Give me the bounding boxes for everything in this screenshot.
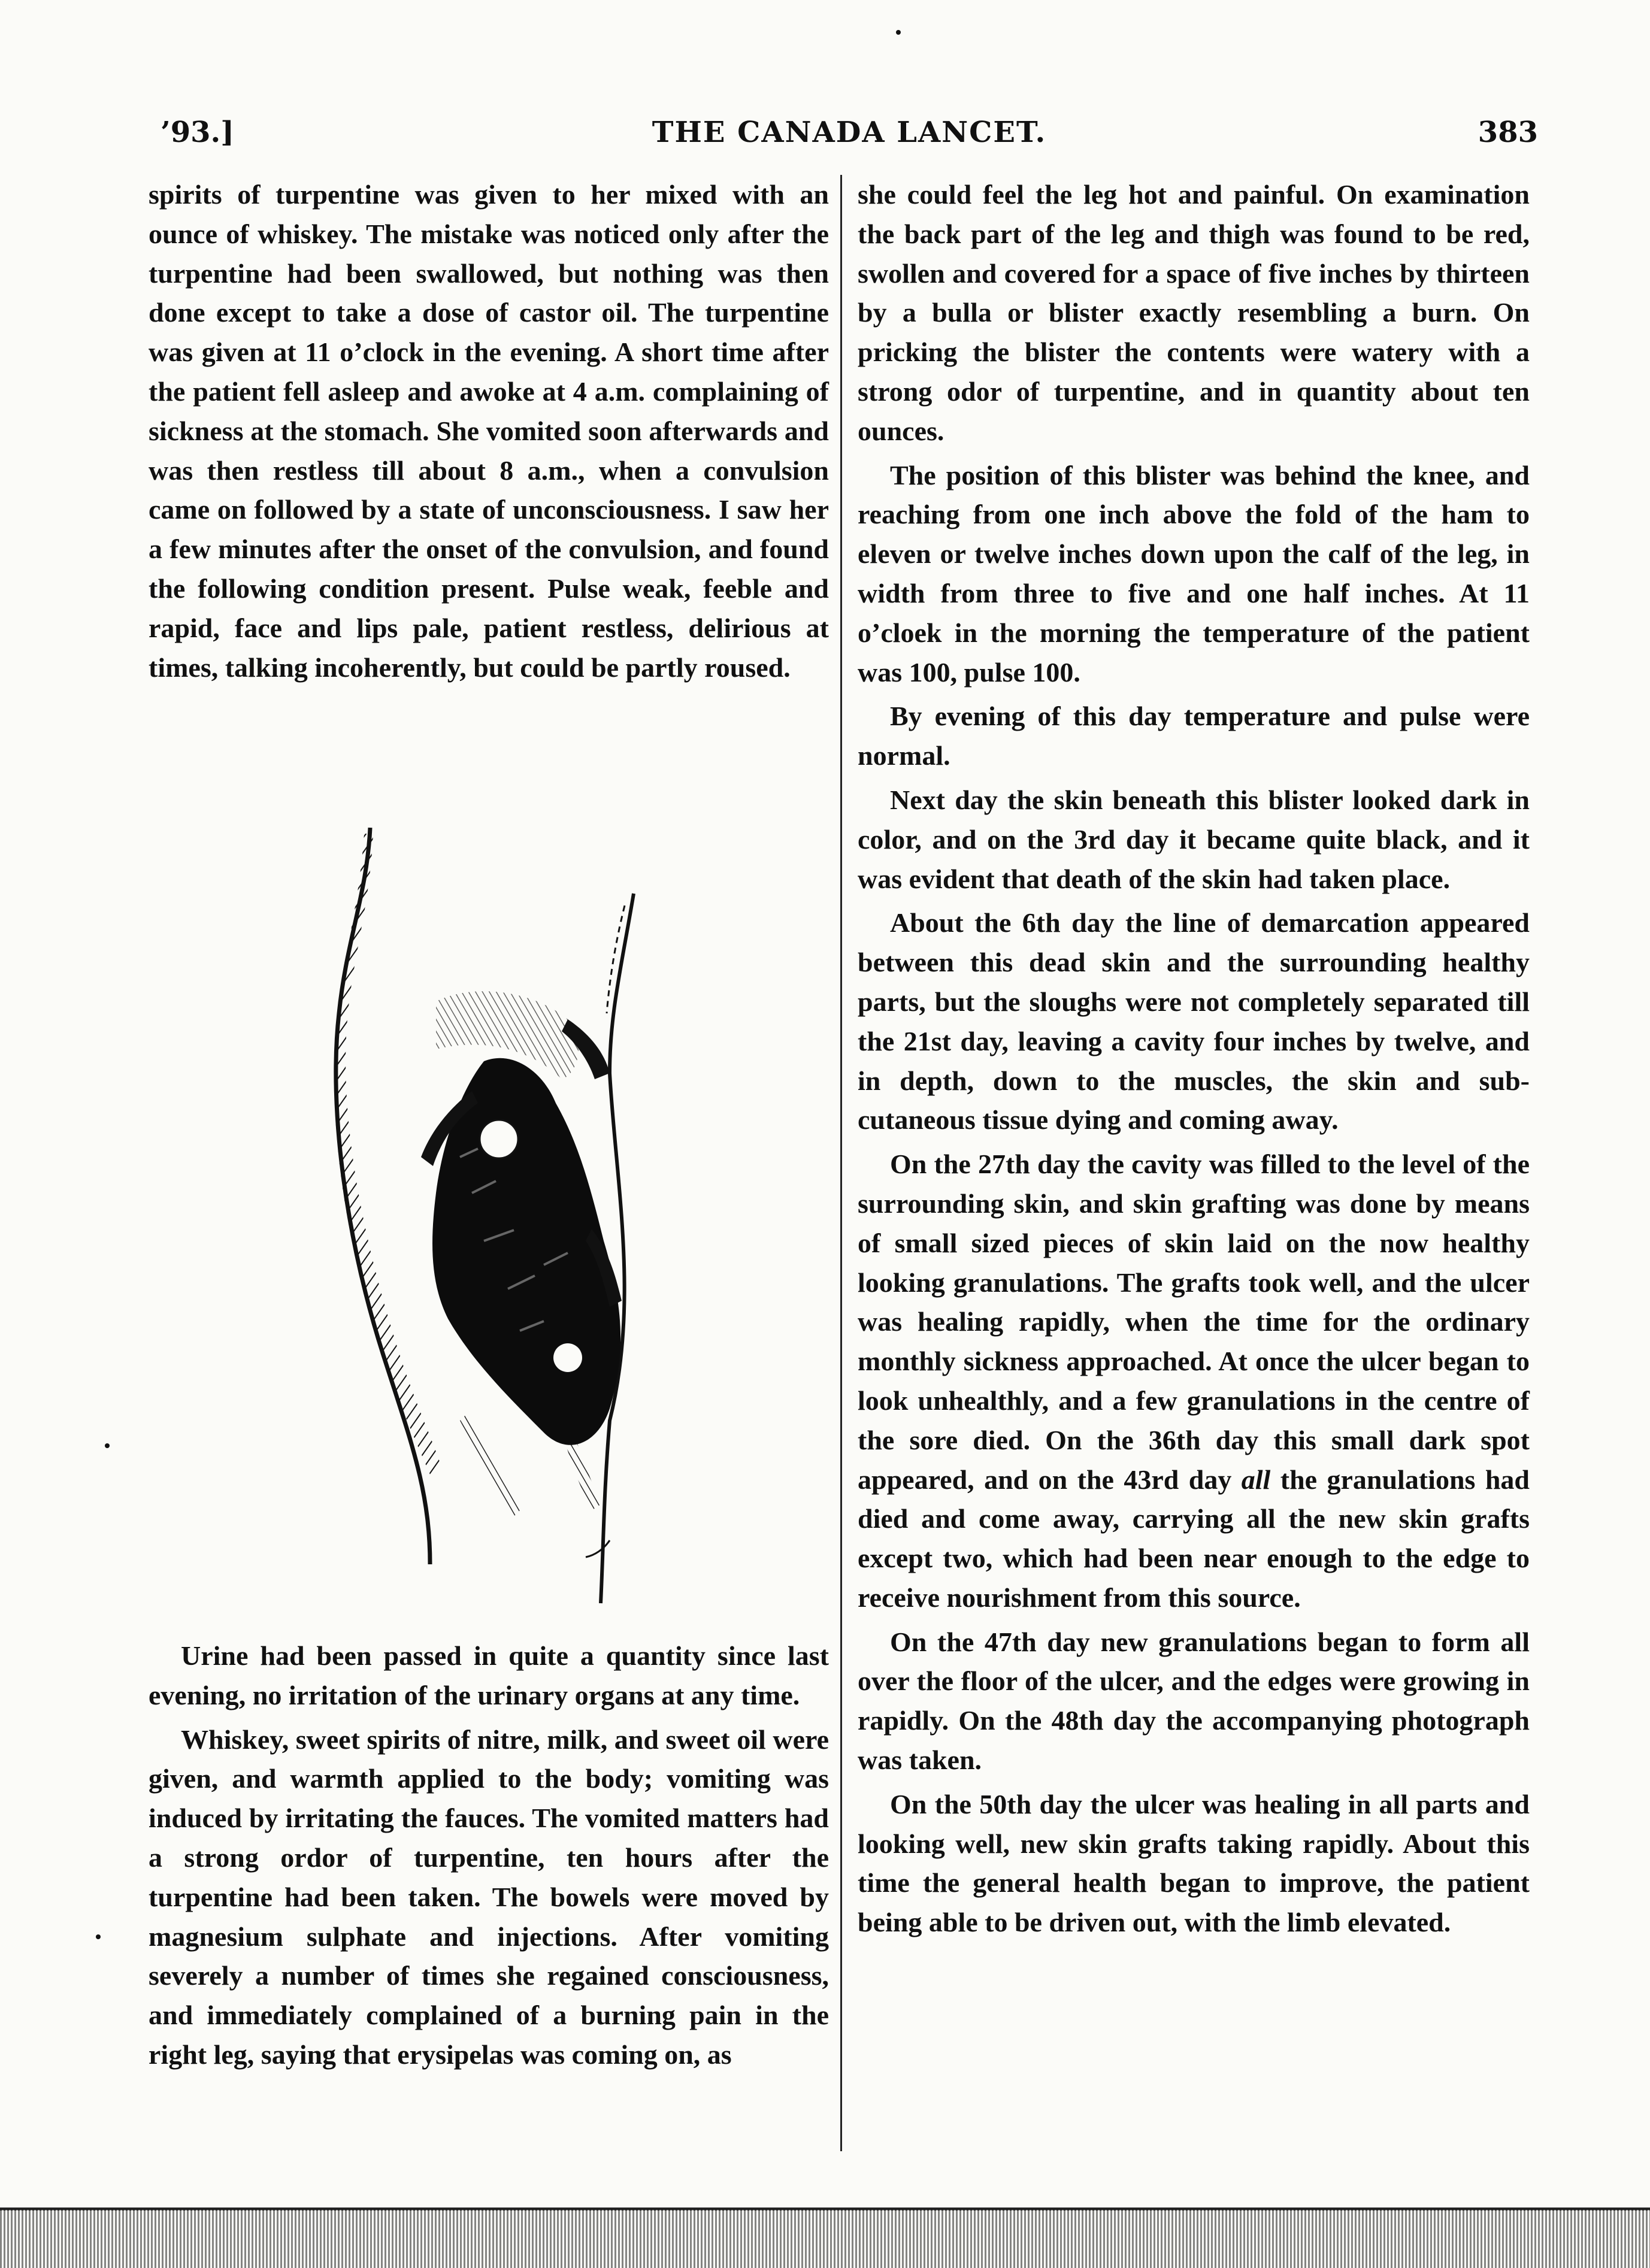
bottom-edge-scan-artifact: [0, 2210, 1650, 2268]
page-speck: [105, 1443, 110, 1448]
journal-title: THE CANADA LANCET.: [652, 116, 1047, 149]
right-paragraph-4: Next day the skin beneath this blister looked dark in color, and on the 3rd day it became quite black, and it was evident that death of the skin had taken place.: [858, 784, 1530, 894]
page-speck: [896, 30, 901, 35]
emphasis-all: all: [1241, 1464, 1271, 1495]
right-paragraph-6: [858, 1144, 1530, 1618]
volume-folio: ’93.]: [161, 116, 234, 149]
right-paragraph-8: On the 50th day the ulcer was healing in all parts and looking well, new skin grafts taking rapidly. About this time the general health began to improve, the patient being able to be driven out, with the limb elevated.: [858, 1788, 1530, 1938]
right-paragraph-3: By evening of this day temperature and pulse were normal.: [858, 701, 1530, 771]
left-column: [149, 175, 829, 687]
column-divider: [840, 175, 842, 2151]
page-speck: [96, 1934, 101, 1939]
right-paragraph-6-text-end: the granulations had died and come away, carrying all the new skin grafts except two, which had been near enough to the edge to receive nourishment from this source.: [858, 1464, 1530, 1613]
right-paragraph-7: On the 47th day new granulations began to form all over the floor of the ulcer, and the edges were growing in rapidly. On the 48th day the accompanying photograph was taken.: [858, 1626, 1530, 1776]
left-column-continued: [149, 1636, 829, 2075]
running-header: [161, 111, 1538, 153]
page-number: 383: [1478, 116, 1538, 149]
right-column: [858, 175, 1530, 1942]
right-paragraph-6-text: On the 27th day the cavity was filled to the level of the surrounding skin, and skin grafting was done by means of small sized pieces of skin laid on the now healthy looking granulations. The grafts took well, and the ulcer was healing rapidly, when the time for the ordinary monthly sickness approached. At once the ulcer began to look unhealthly, and a few granulations in the centre of the sore died. On the 36th day this small dark spot appeared, and on the 43rd day: [858, 1149, 1530, 1495]
left-paragraph-1: spirits of turpentine was given to her mixed with an ounce of whiskey. The mistake was noticed only after the turpentine had been swallowed, but nothing was then done except to take a dose of castor oil. The turpentine was given at 11 o’clock in the evening. A short time after the patient fell asleep and awoke at 4 a.m. complaining of sickness at the stomach. She vomited soon afterwards and was then restless till about 8 a.m., when a convulsion came on followed by a state of unconsciousness. I saw her a few minutes after the onset of the convulsion, and found the following condition present. Pulse weak, feeble and rapid, face and lips pale, patient restless, delirious at times, talking incoherently, but could be partly roused.: [149, 179, 829, 683]
leg-ulcer-illustration: [149, 822, 829, 1624]
left-paragraph-2: Urine had been passed in quite a quantity since last evening, no irritation of the urinary organs at any time.: [149, 1640, 829, 1710]
left-paragraph-3: Whiskey, sweet spirits of nitre, milk, and sweet oil were given, and warmth applied to the body; vomiting was induced by irritating the fauces. The vomited matters had a strong ordor of turpentine, ten hours after the turpentine had been taken. The bowels were moved by magnesium sulphate and injections. After vomiting severely a number of times she regained consciousness, and immediately complained of a burning pain in the right leg, saying that erysipelas was coming on, as: [149, 1724, 829, 2070]
right-paragraph-5: About the 6th day the line of demarcation appeared between this dead skin and the surrounding healthy parts, but the sloughs were not completely separated till the 21st day, leaving a cavity four inches by twelve, and in depth, down to the muscles, the skin and sub-cutaneous tissue dying and coming away.: [858, 907, 1530, 1135]
right-paragraph-1: she could feel the leg hot and painful. On examination the back part of the leg and thigh was found to be red, swollen and covered for a space of five inches by thirteen by a bulla or blister exactly resembling a burn. On pricking the blister the contents were watery with a strong odor of turpentine, and in quantity about ten ounces.: [858, 179, 1530, 446]
right-paragraph-2: The position of this blister was behind the knee, and reaching from one inch above the fold of the ham to eleven or twelve inches down upon the calf of the leg, in width from three to five and one half inches. At 11 o’cloek in the morning the temperature of the patient was 100, pulse 100.: [858, 459, 1530, 688]
